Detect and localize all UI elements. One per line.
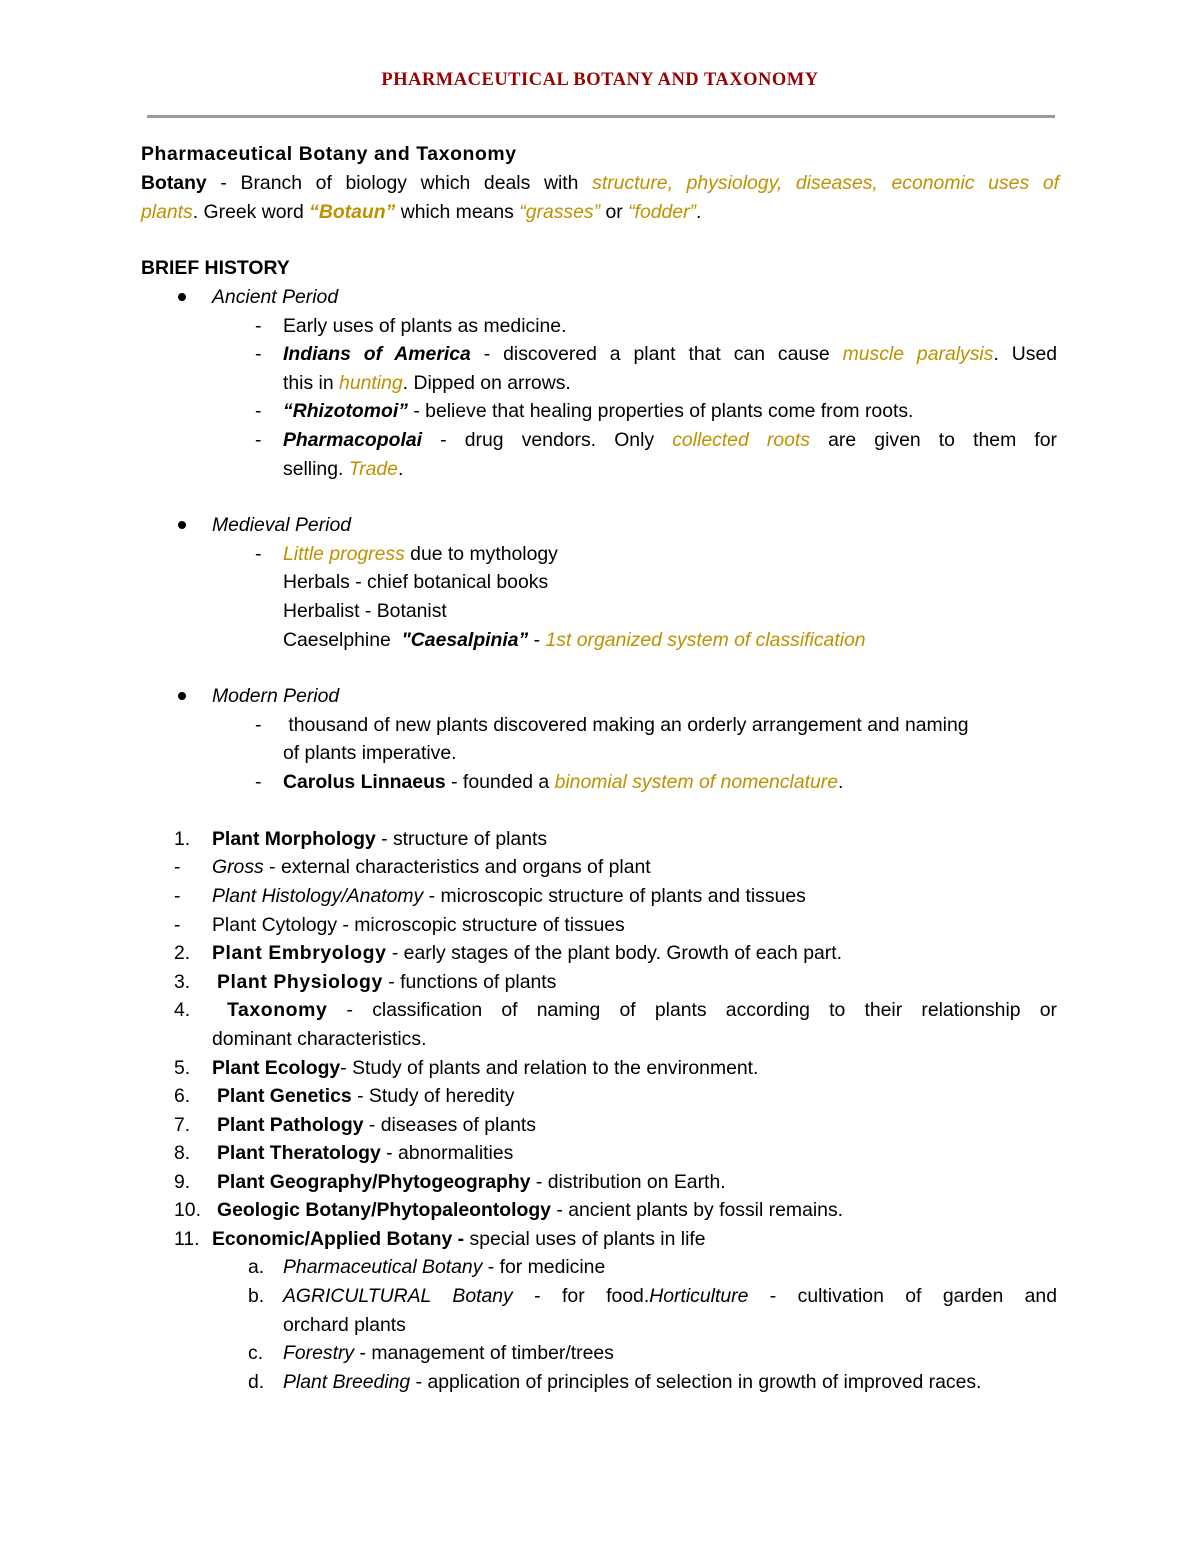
list-number: 4. <box>174 999 191 1021</box>
dash: - <box>255 543 262 565</box>
rhizotomoi-line: “Rhizotomoi” - believe that healing properties of plants come from roots. <box>283 400 914 422</box>
list-item-histology: Plant Histology/Anatomy - microscopic structure of plants and tissues <box>212 885 806 907</box>
list-number: 10. <box>174 1199 201 1221</box>
list-number: 9. <box>174 1171 191 1193</box>
pharmacopolai-line-2: selling. Trade. <box>283 458 404 480</box>
indians-line-1: Indians of America - discovered a plant that can cause muscle paralysis. Used <box>283 343 1058 365</box>
dash: - <box>255 714 262 736</box>
medieval-line-2: Herbals - chief botanical books <box>283 571 549 593</box>
list-item-embryology: Plant Embryology - early stages of the plant body. Growth of each part. <box>212 942 843 964</box>
sublist-item-plant-breeding: Plant Breeding - application of principles of selection in growth of improved races. <box>283 1371 982 1393</box>
dash: - <box>255 429 262 451</box>
list-item-gross: Gross - external characteristics and organs of plant <box>212 856 651 878</box>
dash: - <box>255 771 262 793</box>
modern-line-1: thousand of new plants discovered making an orderly arrangement and naming <box>283 714 969 736</box>
list-number: 8. <box>174 1142 191 1164</box>
sublist-letter: b. <box>248 1285 265 1307</box>
sublist-item-forestry: Forestry - management of timber/trees <box>283 1342 614 1364</box>
list-item-theratology: Plant Theratology - abnormalities <box>217 1142 514 1164</box>
brief-history-heading: BRIEF HISTORY <box>141 257 290 279</box>
medieval-line-3: Herbalist - Botanist <box>283 600 447 622</box>
list-item-cytology: Plant Cytology - microscopic structure of tissues <box>212 914 625 936</box>
dash: - <box>255 315 262 337</box>
bullet-icon <box>178 521 186 529</box>
list-item-genetics: Plant Genetics - Study of heredity <box>217 1085 515 1107</box>
intro-term: Botany <box>141 172 207 194</box>
list-item-taxonomy: Taxonomy - classification of naming of plants according to their relationship or <box>227 999 1057 1021</box>
indians-line-2: this in hunting. Dipped on arrows. <box>283 372 571 394</box>
intro-line-2: plants. Greek word “Botaun” which means “grasses” or “fodder”. <box>141 201 702 223</box>
list-number: 7. <box>174 1114 191 1136</box>
bullet-icon <box>178 692 186 700</box>
list-number: 6. <box>174 1085 191 1107</box>
modern-period-label: Modern Period <box>212 685 340 707</box>
medieval-line-1: Little progress due to mythology <box>283 543 558 565</box>
list-item-geography: Plant Geography/Phytogeography - distribution on Earth. <box>217 1171 726 1193</box>
medieval-period-label: Medieval Period <box>212 514 352 536</box>
medieval-line-4: Caeselphine "Caesalpinia” - 1st organized system of classification <box>283 629 866 651</box>
pharmacopolai-line-1: Pharmacopolai - drug vendors. Only collected roots are given to them for <box>283 429 1057 451</box>
list-dash: - <box>174 856 181 878</box>
list-dash: - <box>174 885 181 907</box>
list-item-geologic-botany: Geologic Botany/Phytopaleontology - ancient plants by fossil remains. <box>217 1199 844 1221</box>
modern-line-2: of plants imperative. <box>283 742 457 764</box>
sublist-letter: c. <box>248 1342 264 1364</box>
sublist-item-agricultural-cont: orchard plants <box>283 1314 406 1336</box>
sublist-item-agricultural: AGRICULTURAL Botany - for food.Horticulture - cultivation of garden and <box>283 1285 1057 1307</box>
list-item-pathology: Plant Pathology - diseases of plants <box>217 1114 536 1136</box>
list-number: 2. <box>174 942 191 964</box>
ancient-period-label: Ancient Period <box>212 286 339 308</box>
list-number: 5. <box>174 1057 191 1079</box>
sublist-letter: a. <box>248 1256 265 1278</box>
list-item-taxonomy-cont: dominant characteristics. <box>212 1028 427 1050</box>
header-rule <box>147 115 1055 118</box>
list-number: 1. <box>174 828 191 850</box>
list-item-ecology: Plant Ecology- Study of plants and relation to the environment. <box>212 1057 759 1079</box>
intro-highlight: structure, physiology, diseases, economic uses of <box>592 172 1059 194</box>
dash: - <box>255 400 262 422</box>
sublist-letter: d. <box>248 1371 265 1393</box>
list-number: 11. <box>174 1228 200 1250</box>
list-item-physiology: Plant Physiology - functions of plants <box>217 971 557 993</box>
list-dash: - <box>174 914 181 936</box>
intro-line-1: Botany - Branch of biology which deals with structure, physiology, diseases, economic uses of <box>141 172 1059 194</box>
page-header: PHARMACEUTICAL BOTANY AND TAXONOMY <box>381 70 819 90</box>
list-number: 3. <box>174 971 191 993</box>
dash: - <box>255 343 262 365</box>
botaun-term: “Botaun” <box>309 201 396 223</box>
list-item-economic-botany: Economic/Applied Botany - special uses of plants in life <box>212 1228 706 1250</box>
list-item-plant-morphology: Plant Morphology - structure of plants <box>212 828 548 850</box>
sublist-item-pharmaceutical: Pharmaceutical Botany - for medicine <box>283 1256 606 1278</box>
bullet-icon <box>178 293 186 301</box>
linnaeus-line: Carolus Linnaeus - founded a binomial system of nomenclature. <box>283 771 844 793</box>
ancient-line-1: Early uses of plants as medicine. <box>283 315 567 337</box>
document-title: Pharmaceutical Botany and Taxonomy <box>141 143 517 165</box>
